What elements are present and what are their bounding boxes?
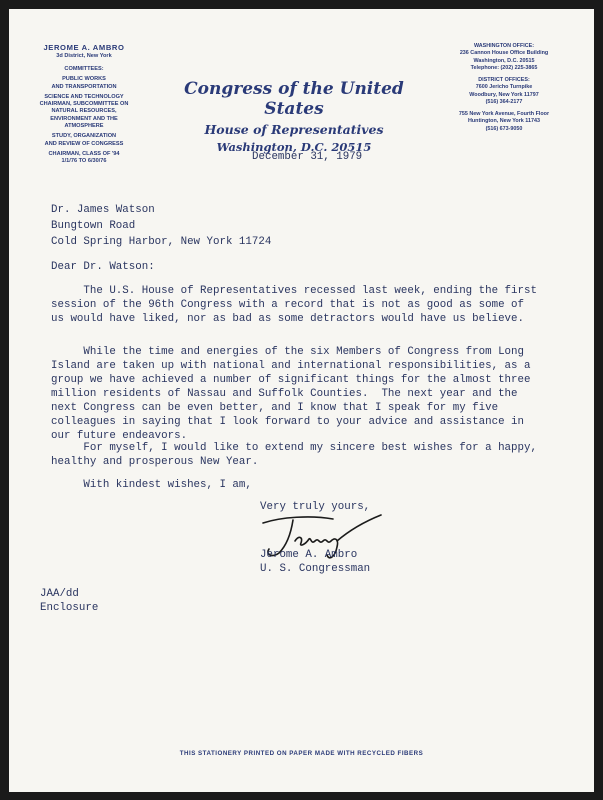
signer-title: U. S. Congressman <box>260 563 371 575</box>
committee-line: AND REVIEW OF CONGRESS <box>44 140 124 147</box>
committee-line: CHAIRMAN, SUBCOMMITTEE ON <box>39 101 129 108</box>
congressman-name: JEROME A. AMBRO <box>43 43 125 52</box>
committee-line: CHAIRMAN, CLASS OF '94 <box>48 150 120 157</box>
recipient-address <box>51 202 271 250</box>
address-line: Cold Spring Harbor, New York 11724 <box>51 236 272 248</box>
salutation: Dear Dr. Watson: <box>51 261 155 273</box>
signer-name: Jerome A. Ambro <box>260 549 358 561</box>
reference-line: JAA/dd <box>40 588 79 600</box>
district-offices-label: DISTRICT OFFICES: <box>478 76 530 83</box>
office-line: 236 Cannon House Office Building <box>459 50 549 57</box>
committee-line: SCIENCE AND TECHNOLOGY <box>44 93 124 100</box>
office-line: Woodbury, New York 11797 <box>469 91 539 98</box>
washington-office-label: WASHINGTON OFFICE: <box>473 43 535 49</box>
address-line: Bungtown Road <box>51 220 136 232</box>
office-line: Telephone: (202) 225-3865 <box>470 65 538 72</box>
body-paragraph: While the time and energies of the six Members of Congress from Long Island are taken up with national and international responsibilities, as a group we have achieved a number of significant things for the almost three million residents of Nassau and Suffolk Counties. The next year and the next Congress can be even better, and I know that I speak for my five colleagues in saying that I look forward to your advice and assistance in our future endeavors. <box>51 346 531 442</box>
letter-date: December 31, 1979 <box>252 151 363 163</box>
body-paragraph: The U.S. House of Representatives recessed last week, ending the first session of the 96th Congress with a record that is not as good as some of us would have liked, nor as bad as some detractors would have us believe. <box>51 285 537 325</box>
city-line: Washington, D.C. 20515 <box>216 140 372 154</box>
office-line: (516) 364-2177 <box>485 99 523 106</box>
district: 3d District, New York <box>56 52 112 59</box>
committee-line: NATURAL RESOURCES, <box>51 108 117 115</box>
committee-line: AND TRANSPORTATION <box>51 83 117 90</box>
office-line: (516) 673-9050 <box>485 125 523 132</box>
signer-block <box>260 548 370 576</box>
committee-line: STUDY, ORGANIZATION <box>51 133 117 140</box>
letterhead-title-block <box>159 79 429 154</box>
closing: Very truly yours, <box>260 501 371 513</box>
house-title: House of Representatives <box>204 122 384 137</box>
committee-line: PUBLIC WORKS <box>62 76 106 83</box>
address-line: Dr. James Watson <box>51 204 155 216</box>
committee-line: 1/1/76 TO 6/30/76 <box>61 158 107 165</box>
congress-title: Congress of the United States <box>184 79 404 119</box>
office-line: 7600 Jericho Turnpike <box>475 84 533 91</box>
reference-initials <box>40 587 98 615</box>
body-paragraph: For myself, I would like to extend my sincere best wishes for a happy, healthy and prosperous New Year. <box>51 442 537 468</box>
committee-line: ENVIRONMENT AND THE <box>50 115 118 122</box>
letterhead-left <box>9 43 159 165</box>
office-line: 755 New York Avenue, Fourth Floor <box>458 110 550 117</box>
stationery-footer: THIS STATIONERY PRINTED ON PAPER MADE WITH RECYCLED FIBERS <box>179 750 424 757</box>
reference-line: Enclosure <box>40 602 99 614</box>
letter-page <box>9 9 594 792</box>
committees-label: COMMITTEES: <box>64 66 104 73</box>
committee-line: ATMOSPHERE <box>64 122 104 129</box>
letterhead-right <box>429 43 579 133</box>
office-line: Washington, D.C. 20515 <box>473 57 535 64</box>
body-paragraph: With kindest wishes, I am, <box>51 479 252 491</box>
office-line: Huntington, New York 11743 <box>468 118 540 125</box>
